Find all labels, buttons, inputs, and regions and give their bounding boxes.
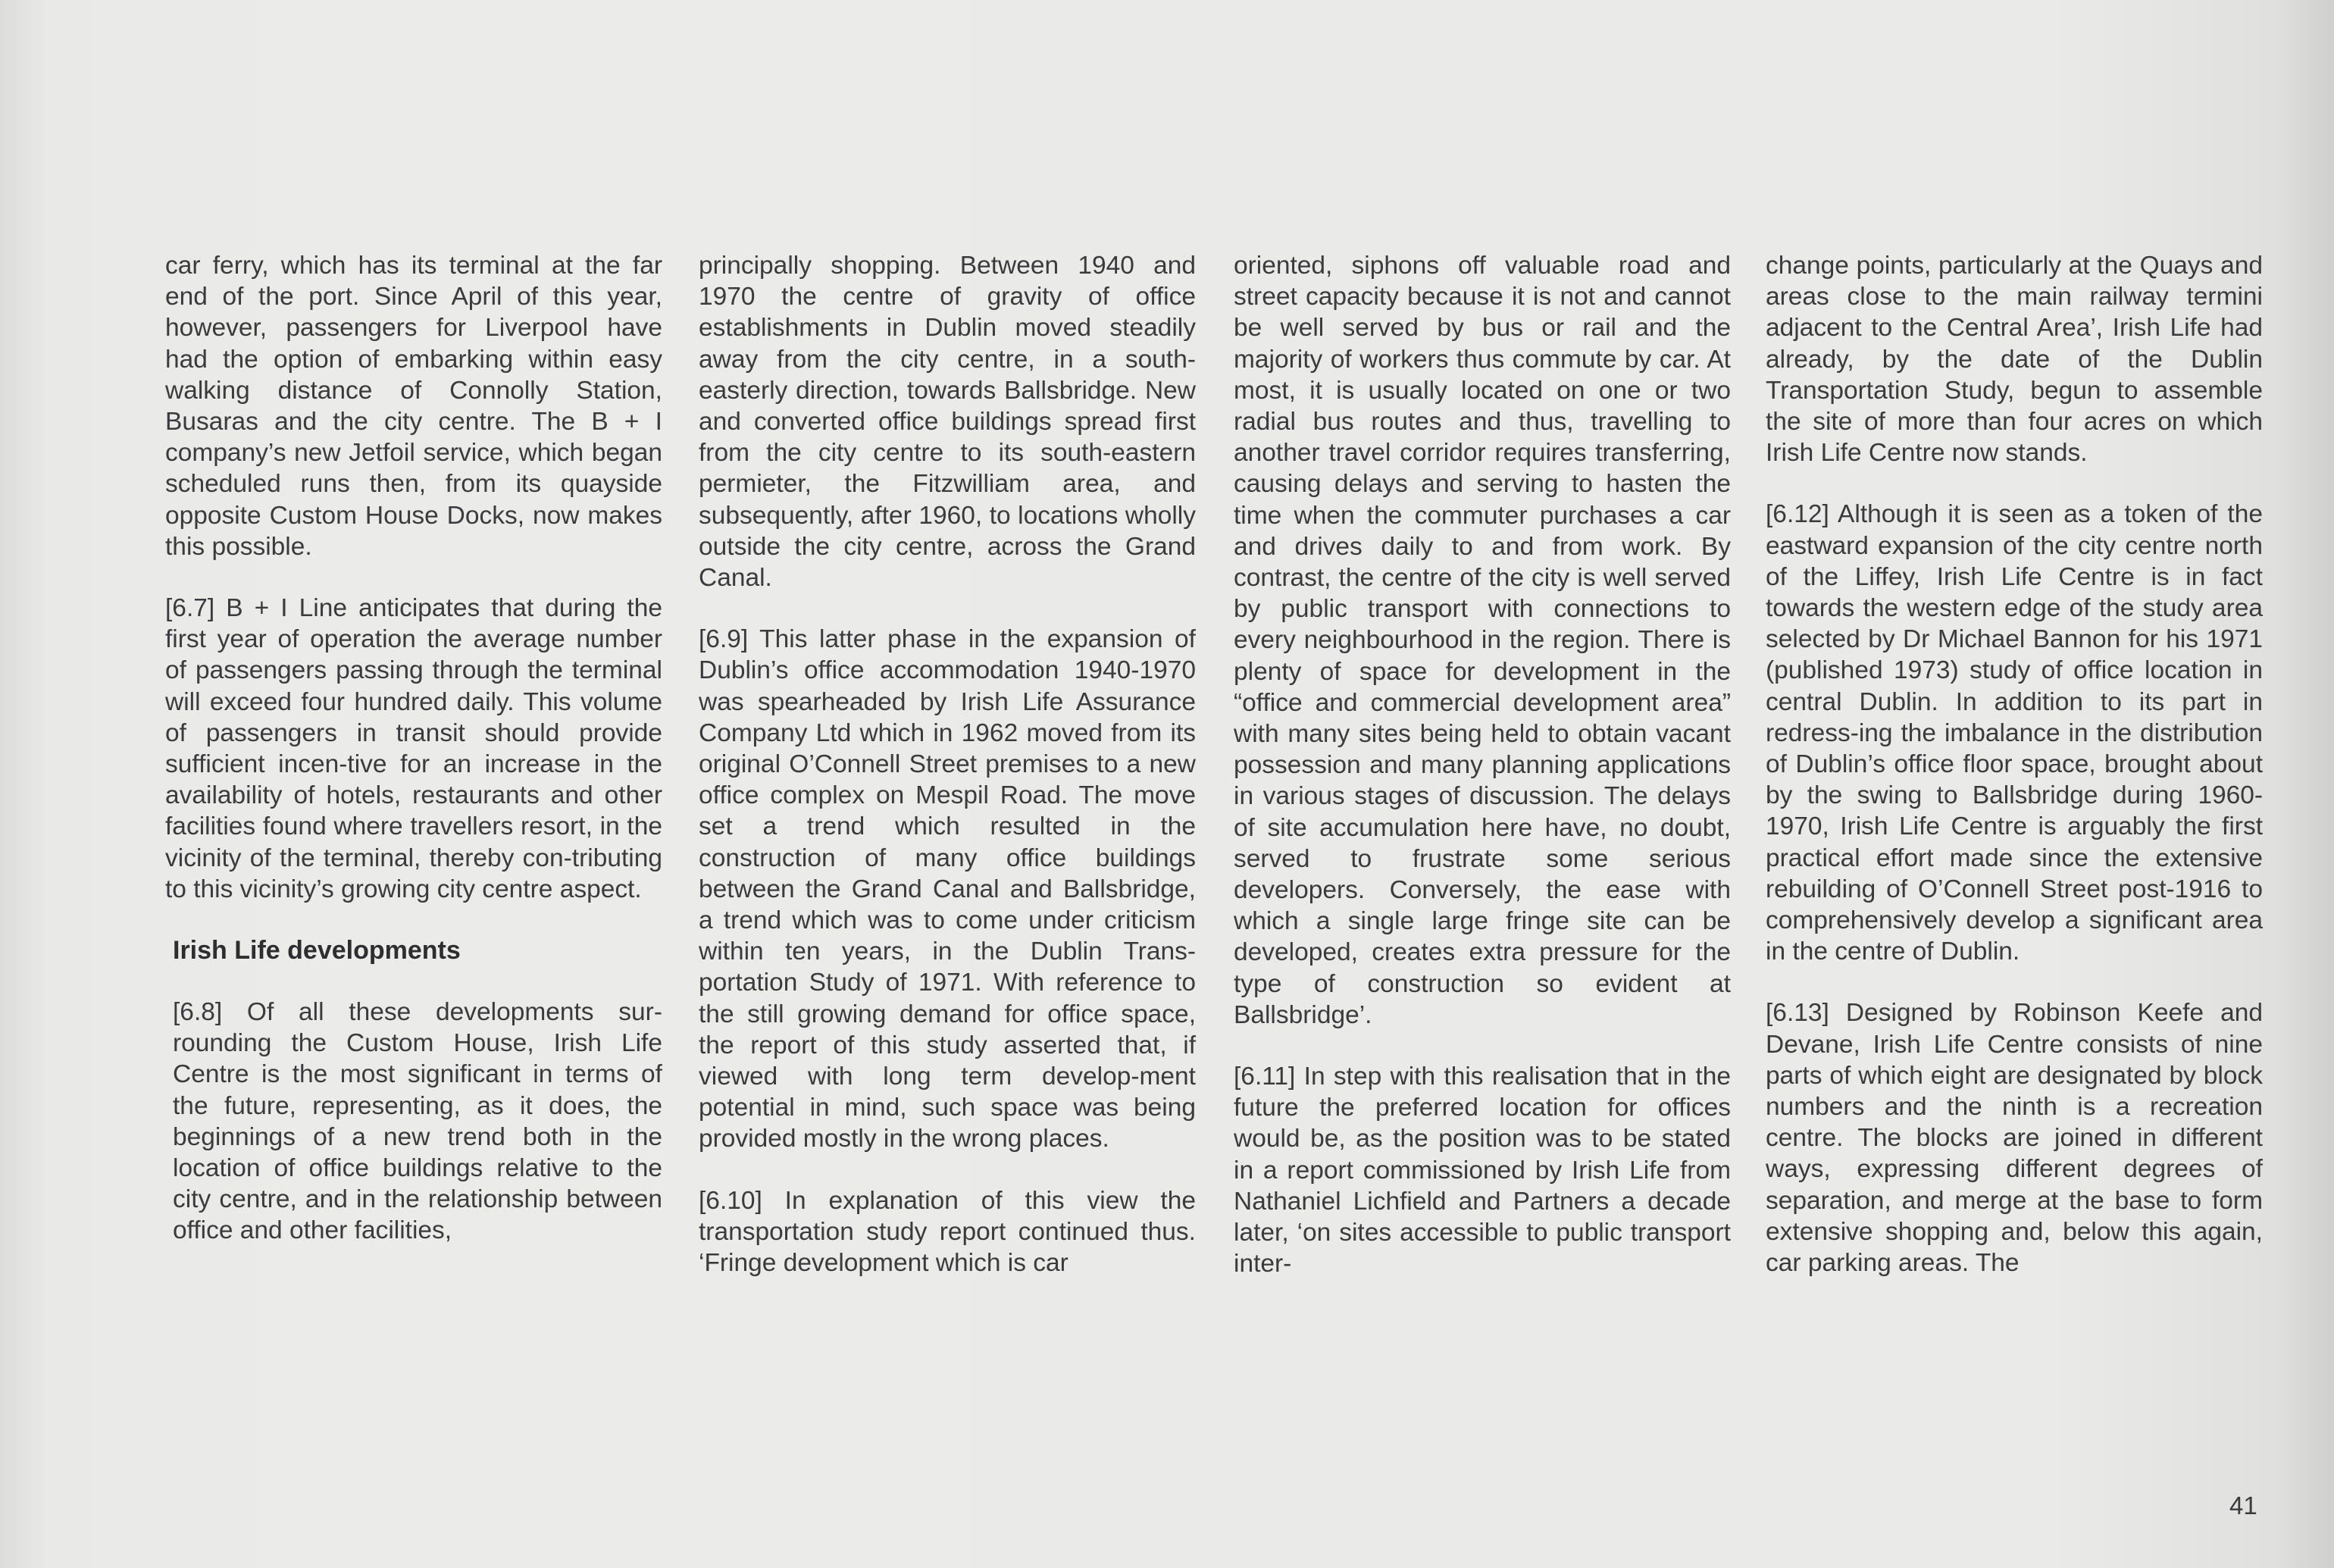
paragraph: principally shopping. Between 1940 and 1970 the centre of gravity of office establishments in Dublin moved steadily away from the city centre, in a south-easterly direction, towards Ballsbridge. New and converted office buildings spread first from the city centre to its south-eastern permieter, the Fitzwilliam area, and subsequently, after 1960, to locations wholly outside the city centre, across the Grand Canal. — [699, 252, 1196, 593]
paragraph-6-12: [6.12] Although it is seen as a token of the eastward expansion of the city centre north of the Liffey, Irish Life Centre is in fact towards the western edge of the study area selected by Dr Michael Bannon for his 1971 (published 1973) study of office location in central Dublin. In addition to its part in redress-ing the imbalance in the distribution of Dublin’s office floor space, brought about by the swing to Ballsbridge during 1960-1970, Irish Life Centre is arguably the first practical effort made since the extensive rebuilding of O’Connell Street post-1916 to comprehensively develop a significant area in the centre of Dublin. — [1766, 500, 2263, 966]
paragraph-6-8: [6.8] Of all these developments sur-rounding the Custom House, Irish Life Centre is the most significant in terms of the future, representing, as it does, the beginnings of a new trend both in the location of office buildings relative to the city centre, and in the relationship between office and other facilities, — [173, 998, 662, 1245]
paragraph: oriented, siphons off valuable road and street capacity because it is not and cannot be well served by bus or rail and the majority of workers thus commute by car. At most, it is usually located on one or two radial bus routes and thus, travelling to another travel corridor requires transferring, causing delays and serving to hasten the time when the commuter purchases a car and drives daily to and from work. By contrast, the centre of the city is well served by public transport with connections to every neighbourhood in the region. There is plenty of space for development in the “office and commercial development area” with many sites being held to obtain vacant possession and many planning applications in various stages of discussion. The delays of site accumulation here have, no doubt, served to frustrate some serious developers. Conversely, the ease with which a single large fringe site can be developed, creates extra pressure for the type of construction so evident at Ballsbridge’. — [1234, 252, 1731, 1029]
paragraph: car ferry, which has its terminal at the far end of the port. Since April of this year, however, passengers for Liverpool have had the option of embarking within easy walking distance of Connolly Station, Busaras and the city centre. The B + I company’s new Jetfoil service, which began scheduled runs then, from its quayside opposite Custom House Docks, now makes this possible. — [165, 252, 662, 561]
paragraph: change points, particularly at the Quays and areas close to the main railway termini adjacent to the Central Area’, Irish Life had already, by the date of the Dublin Transportation Study, begun to assemble the site of more than four acres on which Irish Life Centre now stands. — [1766, 252, 2263, 468]
text-column-2 — [699, 250, 1196, 1278]
text-column-1 — [165, 250, 662, 1247]
section-heading: Irish Life developments — [173, 936, 461, 966]
text-column-4 — [1766, 250, 2263, 1278]
text-column-3 — [1234, 250, 1731, 1280]
paragraph-6-7: [6.7] B + I Line anticipates that during the first year of operation the average number of passengers passing through the terminal will exceed four hundred daily. This volume of passengers in transit should provide sufficient incen-tive for an increase in the availability of hotels, restaurants and other facilities found where travellers resort, in the vicinity of the terminal, thereby con-tributing to this vicinity’s growing city centre aspect. — [165, 594, 662, 903]
page-number: 41 — [2229, 1491, 2257, 1519]
paragraph-6-13: [6.13] Designed by Robinson Keefe and Devane, Irish Life Centre consists of nine parts of which eight are designated by block numbers and the ninth is a recreation centre. The blocks are joined in different ways, expressing different degrees of separation, and merge at the base to form extensive shopping and, below this again, car parking areas. The — [1766, 999, 2263, 1278]
paragraph-6-11: [6.11] In step with this realisation that in the future the preferred location for offices would be, as the position was to be stated in a report commissioned by Irish Life from Nathaniel Lichfield and Partners a decade later, ‘on sites accessible to public transport inter- — [1234, 1063, 1731, 1278]
paragraph-6-10: [6.10] In explanation of this view the transportation study report continued thus. ‘Fringe development which is car — [699, 1186, 1196, 1278]
paragraph-6-9: [6.9] This latter phase in the expansion of Dublin’s office accommodation 1940-1970 was spearheaded by Irish Life Assurance Company Ltd which in 1962 moved from its original O’Connell Street premises to a new office complex on Mespil Road. The move set a trend which resulted in the construction of many office buildings between the Grand Canal and Ballsbridge, a trend which was to come under criticism within ten years, in the Dublin Trans-portation Study of 1971. With reference to the still growing demand for office space, the report of this study asserted that, if viewed with long term develop-ment potential in mind, such space was being provided mostly in the wrong places. — [699, 625, 1196, 1153]
